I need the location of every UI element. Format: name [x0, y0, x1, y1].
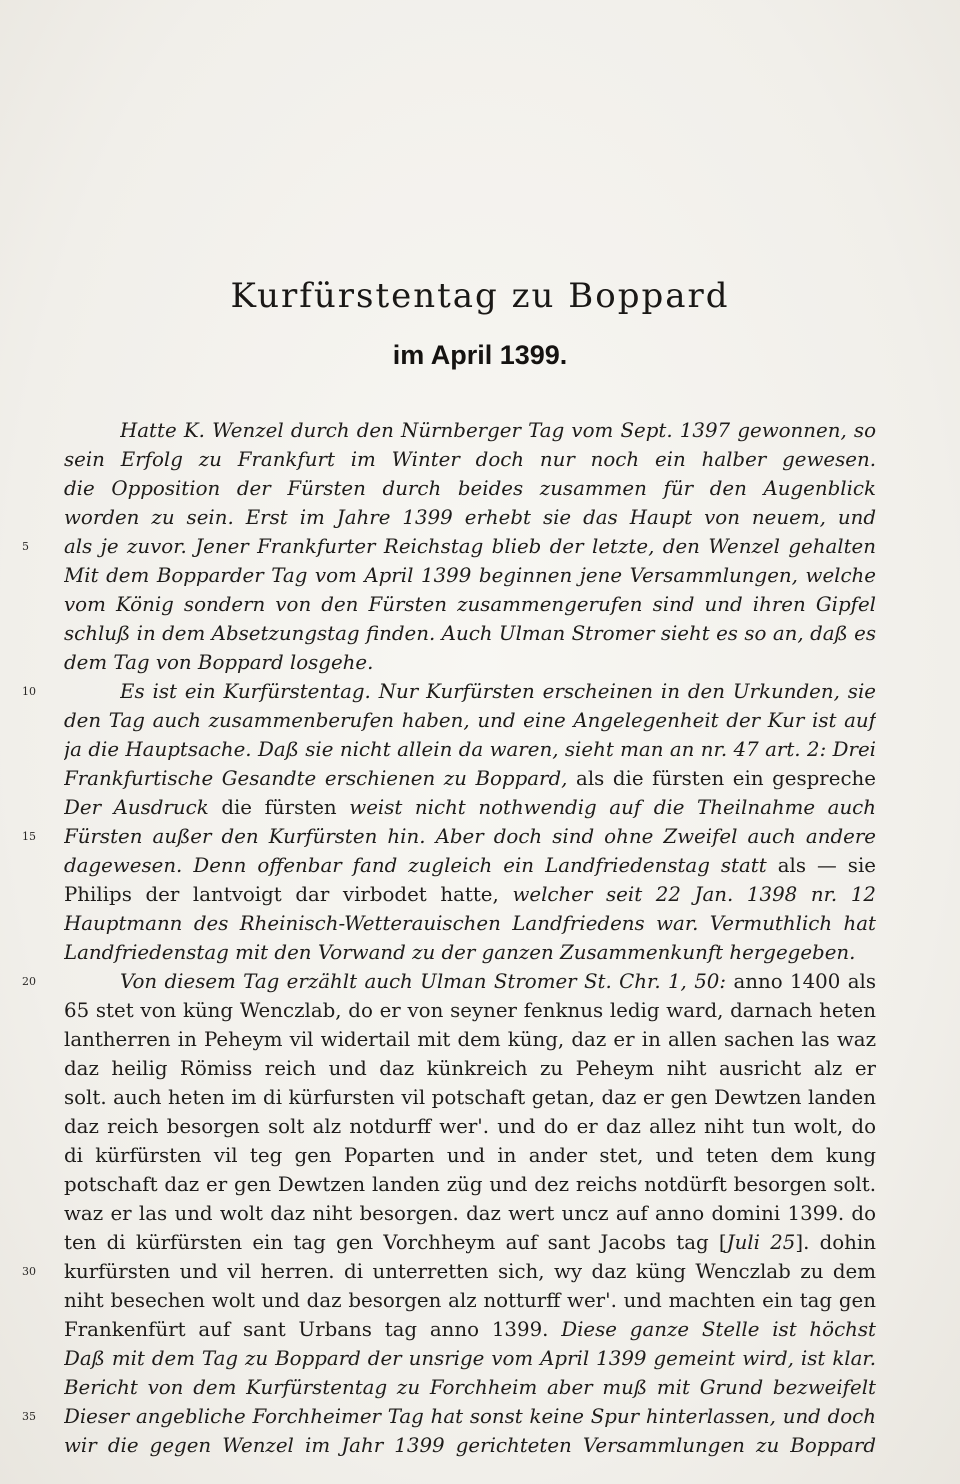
text-line: [0, 561, 960, 591]
line-text: [64, 1199, 876, 1229]
line-text: [64, 1373, 876, 1403]
text-line: [0, 851, 960, 881]
text-line: [0, 1373, 960, 1403]
italic-text: worden zu sein. Erst im Jahre 1399 erhebt sie das Haupt von neuem, und: [64, 506, 876, 529]
line-number: 10: [22, 685, 36, 698]
italic-text: Hauptmann des Rheinisch-Wetterauischen Landfriedens war. Vermuthlich hat: [64, 912, 876, 935]
italic-text: Fürsten außer den Kurfürsten hin. Aber doch sind ohne Zweifel auch andere: [64, 825, 876, 848]
page-title: Kurfürstentag zu Boppard: [230, 276, 730, 316]
italic-text: Dieser angebliche Forchheimer Tag hat sonst keine Spur hinterlassen, und doch: [64, 1405, 876, 1428]
line-text: [64, 909, 876, 939]
italic-text: Es ist ein Kurfürstentag. Nur Kurfürsten erscheinen in den Urkunden, sie: [120, 680, 876, 703]
text-line: [0, 996, 960, 1026]
roman-text: die fürsten: [221, 796, 350, 819]
italic-text: Frankfurtische Gesandte erschienen zu Boppard,: [64, 767, 577, 790]
line-text: [64, 590, 876, 620]
line-text: [64, 938, 876, 968]
italic-text: Juli 25: [726, 1231, 796, 1254]
text-line: [0, 967, 960, 997]
line-text: [64, 1257, 876, 1287]
line-text: [64, 619, 876, 649]
text-line: [0, 648, 960, 678]
text-line: [0, 590, 960, 620]
line-text: [64, 851, 876, 881]
text-line: [0, 1257, 960, 1287]
italic-text: Mit dem Bopparder Tag vom April 1399 beginnen jene Versammlungen, welche: [64, 564, 876, 587]
line-text: [64, 706, 876, 736]
line-text: [64, 1402, 876, 1432]
roman-text: solt. auch heten im di kürfursten vil potschaft getan, daz er gen Dewtzen landen: [64, 1086, 876, 1109]
text-line: [0, 1228, 960, 1258]
italic-text: den Tag auch zusammenberufen haben, und eine Angelegenheit der Kur ist auf: [64, 709, 876, 732]
text-line: [0, 880, 960, 910]
line-number: 5: [22, 540, 29, 553]
roman-text: daz heilig Römiss reich und daz künkreich zu Peheym niht ausricht alz er: [64, 1057, 876, 1080]
line-text: [64, 1228, 876, 1258]
text-line: [0, 793, 960, 823]
text-line: [0, 938, 960, 968]
line-text: [64, 532, 876, 562]
line-text: [64, 1112, 876, 1142]
line-text: [64, 1286, 876, 1316]
line-text: [64, 764, 876, 794]
text-line: [0, 1344, 960, 1374]
line-number: 20: [22, 975, 36, 988]
roman-text: Frankenfürt auf sant Urbans tag anno 1399.: [64, 1318, 562, 1341]
italic-text: Landfriedenstag mit den Vorwand zu der ganzen Zusammenkunft hergegeben.: [64, 941, 856, 964]
text-line: [0, 619, 960, 649]
text-line: [0, 764, 960, 794]
line-text: [64, 1315, 876, 1345]
line-number: 30: [22, 1265, 36, 1278]
italic-text: wir die gegen Wenzel im Jahr 1399 gerichteten Versammlungen zu Boppard: [64, 1434, 876, 1457]
text-line: [0, 1025, 960, 1055]
italic-text: sein Erfolg zu Frankfurt im Winter doch nur noch ein halber gewesen.: [64, 448, 876, 471]
text-line: [0, 706, 960, 736]
roman-text: ten di kürfürsten ein tag gen Vorchheym auf sant Jacobs tag [: [64, 1231, 727, 1254]
line-text: [64, 996, 876, 1026]
roman-text: 65 stet von küng Wenczlab, do er von seyner fenknus ledig ward, darnach heten: [64, 999, 876, 1022]
line-text: [64, 793, 876, 823]
text-line: [0, 445, 960, 475]
roman-text: di kürfürsten vil teg gen Poparten und in ander stet, und teten dem kung: [64, 1144, 876, 1167]
line-text: [64, 1431, 876, 1461]
text-line: [0, 416, 960, 446]
text-line: [0, 1315, 960, 1345]
italic-text: Hatte K. Wenzel durch den Nürnberger Tag vom Sept. 1397 gewonnen, so: [120, 419, 876, 442]
italic-text: ja die Hauptsache. Daß sie nicht allein da waren, sieht man an nr. 47 art. 2: Drei: [64, 738, 876, 761]
line-text: [64, 445, 876, 475]
text-line: [0, 1199, 960, 1229]
line-text: [64, 1054, 876, 1084]
italic-text: die Opposition der Fürsten durch beides zusammen für den Augenblick: [64, 477, 876, 500]
roman-text: daz reich besorgen solt alz notdurff wer'. und do er daz allez niht tun wolt, do: [64, 1115, 876, 1138]
line-text: [64, 735, 876, 765]
line-text: [64, 1344, 876, 1374]
italic-text: dem Tag von Boppard losgehe.: [64, 651, 374, 674]
italic-text: Von diesem Tag erzählt auch Ulman Stromer St. Chr. 1, 50:: [120, 970, 734, 993]
text-line: [0, 677, 960, 707]
italic-text: welcher seit 22 Jan. 1398 nr. 12: [512, 883, 876, 906]
page-subtitle: im April 1399.: [392, 340, 568, 370]
line-number: 35: [22, 1410, 36, 1423]
line-number: 15: [22, 830, 36, 843]
line-text: [64, 503, 876, 533]
text-line: [0, 1402, 960, 1432]
line-text: [64, 822, 876, 852]
text-line: [0, 1054, 960, 1084]
italic-text: weist nicht nothwendig auf die Theilnahme auch: [349, 796, 876, 819]
line-text: [64, 474, 876, 504]
line-text: [64, 1141, 876, 1171]
italic-text: vom König sondern von den Fürsten zusammengerufen sind und ihren Gipfel: [64, 593, 876, 616]
roman-text: lantherren in Peheym vil widertail mit dem küng, daz er in allen sachen las waz: [64, 1028, 876, 1051]
roman-text: kurfürsten und vil herren. di unterretten sich, wy daz küng Wenczlab zu dem: [64, 1260, 876, 1283]
line-text: [120, 416, 876, 446]
text-line: [0, 503, 960, 533]
italic-text: Diese ganze Stelle ist höchst: [561, 1318, 876, 1341]
text-line: [0, 1083, 960, 1113]
italic-text: Der Ausdruck: [64, 796, 222, 819]
line-text: [64, 1025, 876, 1055]
text-line: [0, 735, 960, 765]
roman-text: waz er las und wolt daz niht besorgen. daz wert uncz auf anno domini 1399. do: [64, 1202, 876, 1225]
roman-text: niht besechen wolt und daz besorgen alz notturff wer'. und machten ein tag gen: [64, 1289, 876, 1312]
line-text: [64, 561, 876, 591]
line-text: [64, 880, 876, 910]
roman-text: anno 1400 als: [733, 970, 876, 993]
italic-text: Bericht von dem Kurfürstentag zu Forchheim aber muß mit Grund bezweifelt: [64, 1376, 876, 1399]
text-line: [0, 1170, 960, 1200]
text-line: [0, 1431, 960, 1461]
line-text: [120, 677, 876, 707]
line-text: [64, 1083, 876, 1113]
roman-text: potschaft daz er gen Dewtzen landen züg und dez reichs notdürft besorgen solt.: [64, 1173, 876, 1196]
italic-text: als je zuvor. Jener Frankfurter Reichstag blieb der letzte, den Wenzel gehalten: [64, 535, 876, 558]
roman-text: als — sie: [777, 854, 876, 877]
line-text: [64, 648, 876, 678]
roman-text: Philips der lantvoigt dar virbodet hatte,: [64, 883, 513, 906]
roman-text: ]. dohin: [795, 1231, 876, 1254]
text-line: [0, 474, 960, 504]
text-line: [0, 909, 960, 939]
text-line: [0, 1141, 960, 1171]
text-line: [0, 532, 960, 562]
line-text: [64, 1170, 876, 1200]
italic-text: schluß in dem Absetzungstag finden. Auch Ulman Stromer sieht es so an, daß es: [64, 622, 876, 645]
text-line: [0, 822, 960, 852]
text-line: [0, 1112, 960, 1142]
line-text: [120, 967, 876, 997]
text-line: [0, 1286, 960, 1316]
roman-text: als die fürsten ein gespreche: [576, 767, 876, 790]
italic-text: dagewesen. Denn offenbar fand zugleich ein Landfriedenstag statt: [64, 854, 778, 877]
italic-text: Daß mit dem Tag zu Boppard der unsrige vom April 1399 gemeint wird, ist klar.: [64, 1347, 876, 1370]
